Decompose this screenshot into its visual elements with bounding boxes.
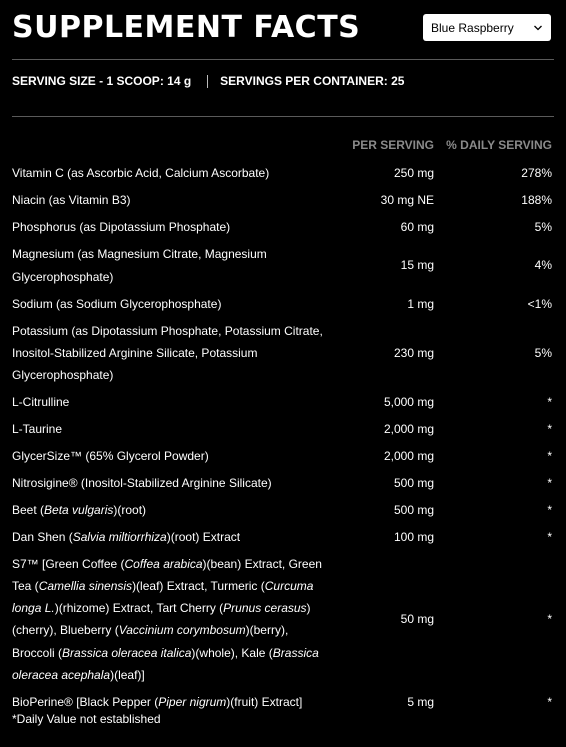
nutrient-daily-value: * — [547, 394, 552, 409]
nutrient-daily-value: 5% — [534, 345, 552, 360]
serving-info — [12, 74, 404, 88]
nutrient-amount: 100 mg — [393, 529, 434, 544]
nutrient-name: Beet (Beta vulgaris)(root) — [12, 502, 147, 517]
nutrient-amount: 230 mg — [393, 345, 434, 360]
nutrient-amount: 5,000 mg — [383, 394, 434, 409]
nutrient-amount: 250 mg — [393, 166, 434, 181]
nutrient-daily-value: 278% — [521, 166, 552, 181]
nutrient-daily-value: * — [547, 694, 552, 709]
nutrient-name: Magnesium (as Magnesium Citrate, Magnesium Glycerophosphate) — [12, 247, 267, 284]
nutrient-amount: 15 mg — [400, 258, 434, 273]
table-row — [12, 389, 552, 416]
chevron-down-icon — [533, 23, 543, 33]
serving-size: SERVING SIZE - 1 SCOOP: 14 g — [12, 74, 192, 88]
nutrient-amount: 50 mg — [400, 612, 434, 627]
table-row — [12, 290, 552, 317]
footnote: *Daily Value not established — [12, 712, 161, 726]
nutrient-amount: 2,000 mg — [383, 421, 434, 436]
separator — [207, 75, 208, 88]
nutrient-amount: 2,000 mg — [383, 448, 434, 463]
table-row — [12, 187, 552, 214]
column-header-daily-serving: % DAILY SERVING — [446, 138, 552, 152]
nutrient-name: L-Taurine — [12, 421, 63, 436]
nutrient-amount: 5 mg — [407, 694, 434, 709]
table-row — [12, 317, 552, 388]
column-header-per-serving: PER SERVING — [352, 138, 434, 152]
nutrient-name: L-Citrulline — [12, 394, 70, 409]
table-row — [12, 160, 552, 187]
nutrient-name: Vitamin C (as Ascorbic Acid, Calcium Ascorbate) — [12, 166, 270, 181]
nutrient-name: Niacin (as Vitamin B3) — [12, 193, 131, 208]
nutrient-daily-value: * — [547, 502, 552, 517]
nutrient-name: Nitrosigine® (Inositol-Stabilized Arginine Silicate) — [12, 475, 272, 490]
nutrient-name: S7™ [Green Coffee (Coffea arabica)(bean) Extract, Green Tea (Camellia sinensis)(leaf) Extract, Turmeric (Curcuma longa L.)(rhizome) Extract, Tart Cherry (Prunus cerasus)(cherry), Blueberry (Vaccinium corymbosum)(berry), Broccoli (Brassica oleracea italica)(whole), Kale (Brassica oleracea acephala)(leaf)] — [12, 556, 322, 682]
table-row — [12, 442, 552, 469]
nutrient-table — [12, 160, 552, 715]
nutrient-daily-value: * — [547, 529, 552, 544]
nutrient-daily-value: 188% — [521, 193, 552, 208]
nutrient-amount: 500 mg — [393, 502, 434, 517]
nutrient-daily-value: * — [547, 448, 552, 463]
nutrient-name: Phosphorus (as Dipotassium Phosphate) — [12, 220, 231, 235]
flavor-select[interactable] — [423, 14, 551, 41]
nutrient-daily-value: 5% — [534, 220, 552, 235]
nutrient-daily-value: * — [547, 421, 552, 436]
nutrient-name: Potassium (as Dipotassium Phosphate, Potassium Citrate, Inositol-Stabilized Arginine Silicate, Potassium Glycerophosphate) — [12, 323, 323, 382]
table-row — [12, 416, 552, 443]
table-row — [12, 523, 552, 550]
nutrient-daily-value: * — [547, 612, 552, 627]
page-title: SUPPLEMENT FACTS — [12, 10, 361, 45]
servings-per-container: SERVINGS PER CONTAINER: 25 — [220, 74, 405, 88]
nutrient-daily-value: <1% — [527, 296, 552, 311]
nutrient-amount: 60 mg — [400, 220, 434, 235]
table-row — [12, 550, 552, 688]
table-row — [12, 241, 552, 290]
nutrient-daily-value: 4% — [534, 258, 552, 273]
table-row — [12, 496, 552, 523]
table-row — [12, 214, 552, 241]
nutrient-daily-value: * — [547, 475, 552, 490]
nutrient-amount: 500 mg — [393, 475, 434, 490]
flavor-select-value: Blue Raspberry — [431, 20, 514, 35]
divider — [12, 116, 554, 117]
nutrient-amount: 30 mg NE — [380, 193, 434, 208]
nutrient-amount: 1 mg — [407, 296, 434, 311]
nutrient-name: GlycerSize™ (65% Glycerol Powder) — [12, 448, 209, 463]
divider — [12, 59, 554, 60]
nutrient-name: Dan Shen (Salvia miltiorrhiza)(root) Extract — [12, 529, 241, 544]
nutrient-name: BioPerine® [Black Pepper (Piper nigrum)(fruit) Extract] — [12, 694, 303, 709]
table-row — [12, 469, 552, 496]
nutrient-name: Sodium (as Sodium Glycerophosphate) — [12, 296, 222, 311]
